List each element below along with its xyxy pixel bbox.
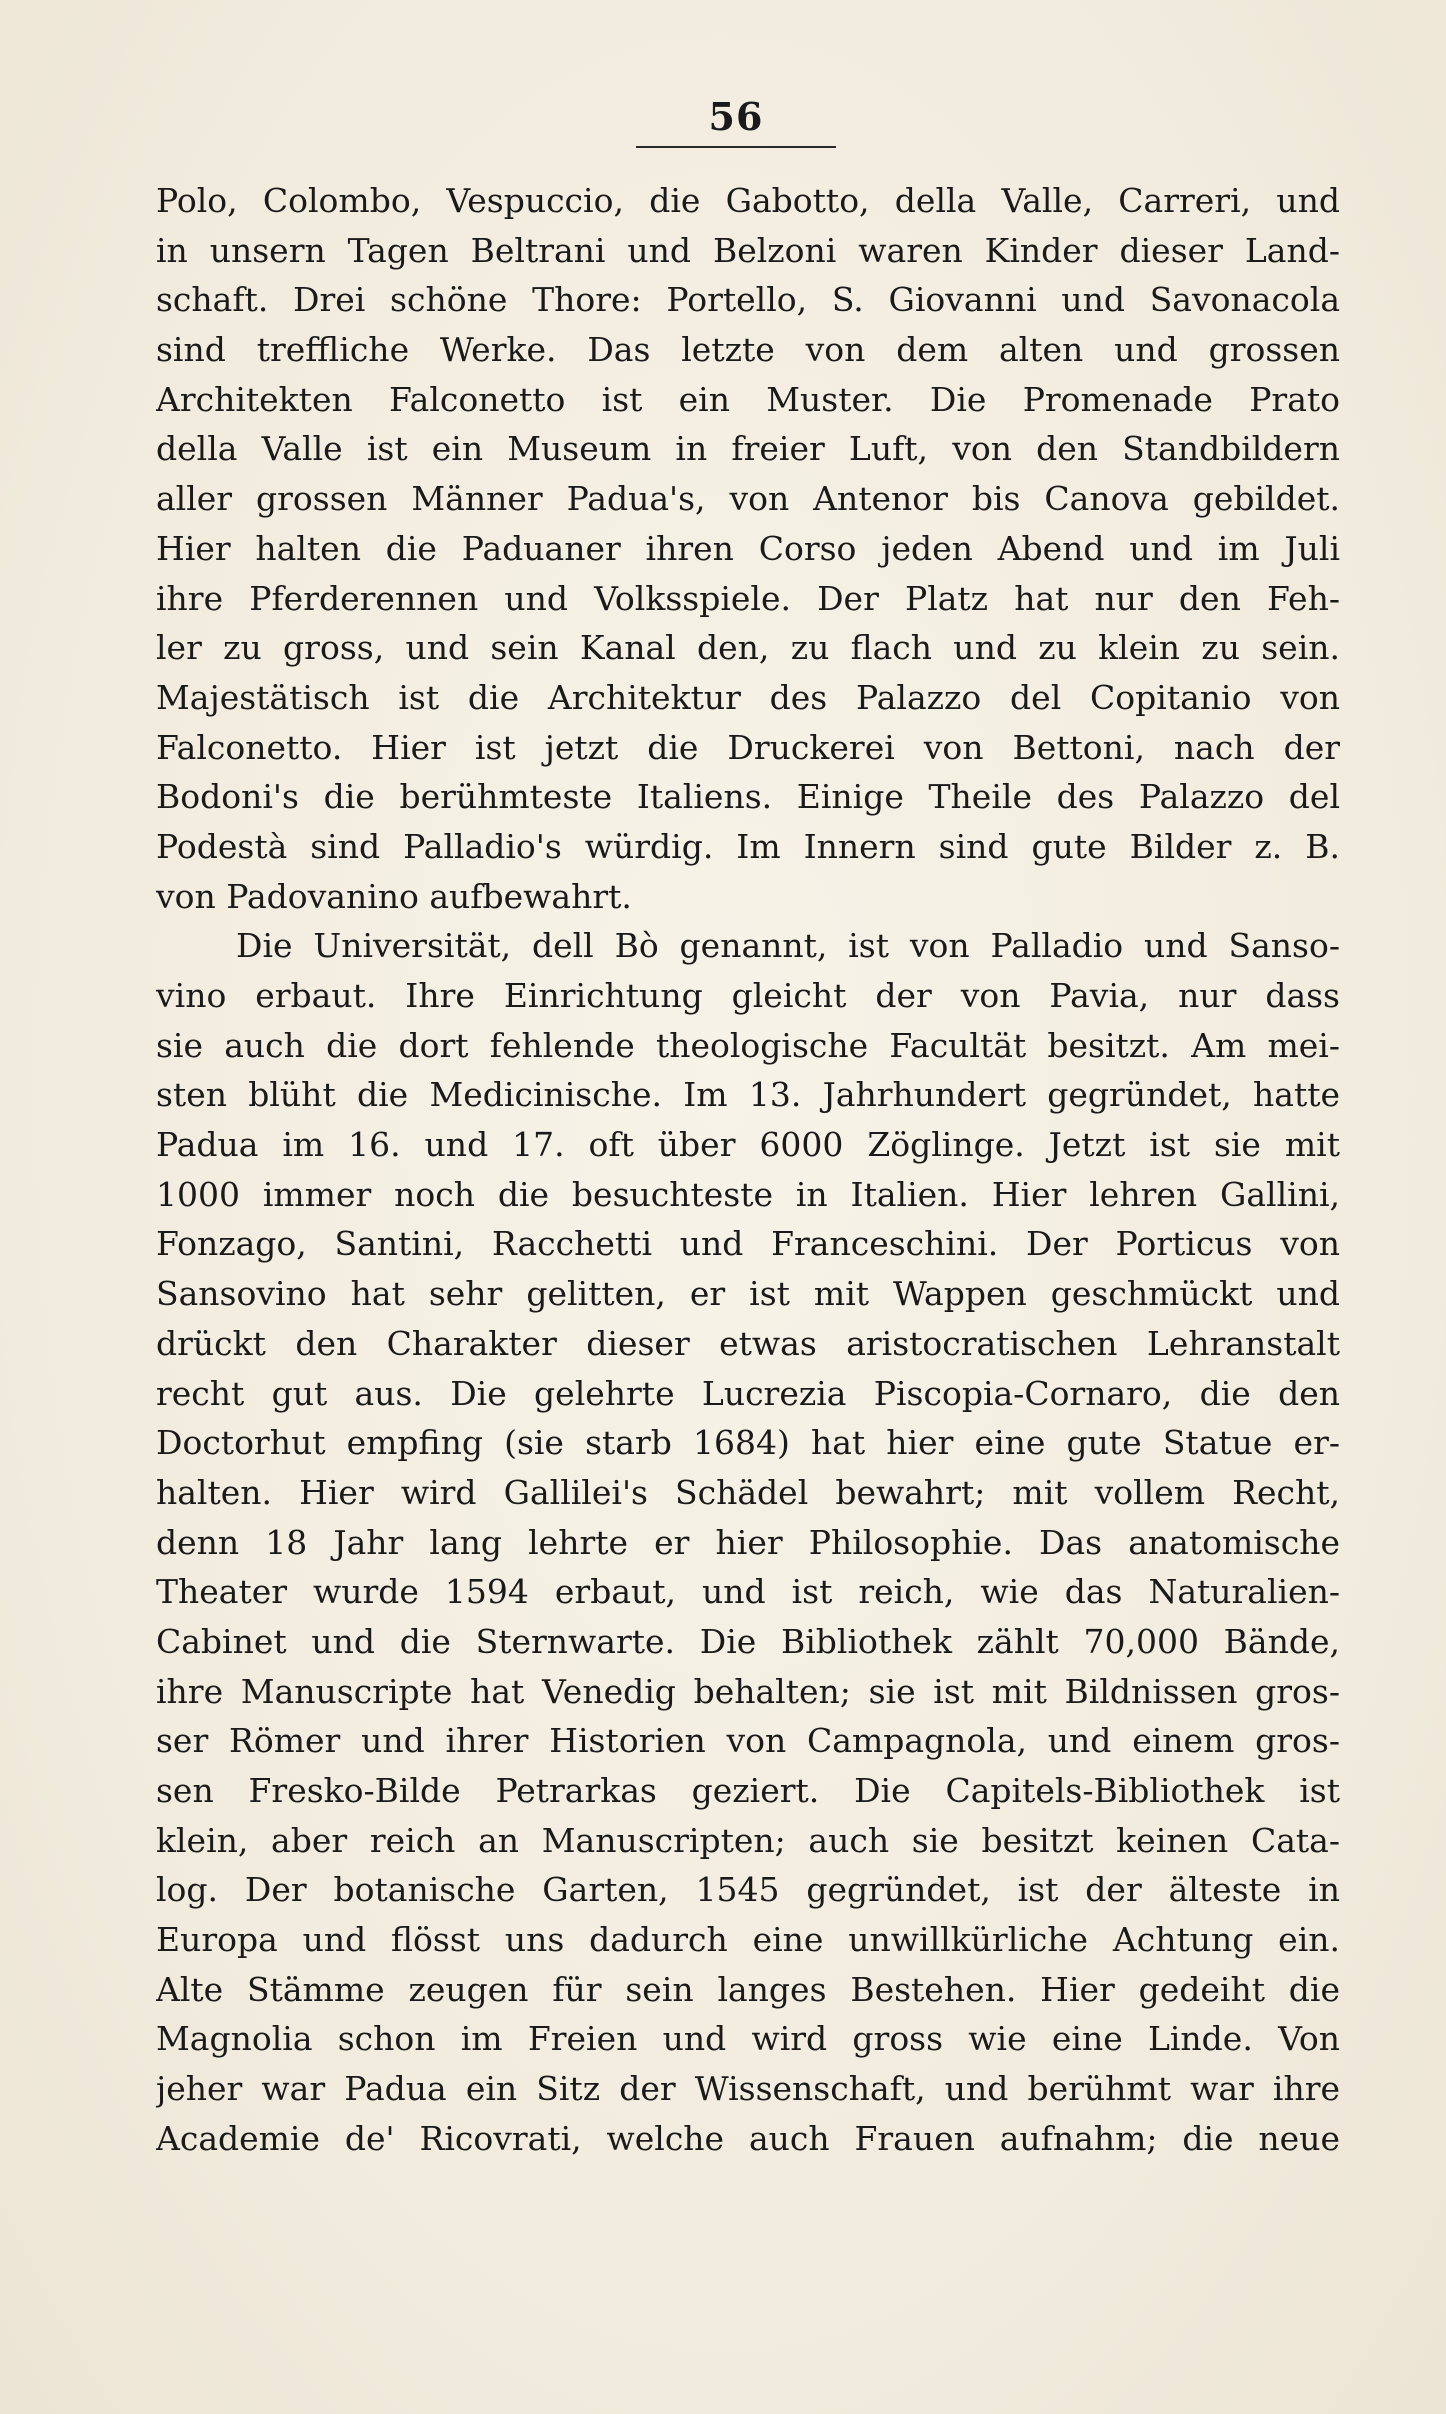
text-line: Bodoni's die berühmteste Italiens. Einige Theile des Palazzo del: [156, 777, 1340, 817]
text-line: Die Universität, dell Bò genannt, ist von Palladio und Sanso-: [236, 926, 1340, 966]
text-line: ihre Manuscripte hat Venedig behalten; sie ist mit Bildnissen gros-: [156, 1671, 1340, 1711]
header-rule: [636, 146, 836, 148]
text-line: drückt den Charakter dieser etwas aristocratischen Lehranstalt: [156, 1323, 1340, 1363]
text-line: Fonzago, Santini, Racchetti und Franceschini. Der Porticus von: [156, 1224, 1340, 1264]
text-line: vino erbaut. Ihre Einrichtung gleicht der von Pavia, nur dass: [156, 976, 1340, 1015]
text-line: aller grossen Männer Padua's, von Antenor bis Canova gebildet.: [156, 479, 1340, 519]
text-line: denn 18 Jahr lang lehrte er hier Philosophie. Das anatomische: [156, 1522, 1340, 1562]
text-line: in unsern Tagen Beltrani und Belzoni waren Kinder dieser Land-: [156, 230, 1340, 270]
text-line: sie auch die dort fehlende theologische Facultät besitzt. Am mei-: [156, 1025, 1340, 1065]
body-text: [156, 176, 1340, 2164]
text-line: Theater wurde 1594 erbaut, und ist reich, wie das Naturalien-: [156, 1572, 1340, 1612]
text-line: Polo, Colombo, Vespuccio, die Gabotto, della Valle, Carreri, und: [156, 181, 1340, 220]
text-line: Academie de' Ricovrati, welche auch Frauen aufnahm; die neue: [156, 2118, 1340, 2158]
page-number: 56: [708, 94, 764, 139]
text-line: Alte Stämme zeugen für sein langes Bestehen. Hier gedeiht die: [156, 1969, 1340, 2009]
text-line: recht gut aus. Die gelehrte Lucrezia Piscopia-Cornaro, die den: [156, 1373, 1340, 1413]
text-line: Europa und flösst uns dadurch eine unwillkürliche Achtung ein.: [156, 1920, 1340, 1960]
text-line: Magnolia schon im Freien und wird gross wie eine Linde. Von: [156, 2019, 1340, 2059]
text-line: Falconetto. Hier ist jetzt die Druckerei von Bettoni, nach der: [156, 727, 1340, 767]
text-line: sind treffliche Werke. Das letzte von dem alten und grossen: [156, 330, 1340, 370]
text-line: Podestà sind Palladio's würdig. Im Innern sind gute Bilder z. B.: [156, 826, 1340, 866]
text-line: Majestätisch ist die Architektur des Palazzo del Copitanio von: [156, 677, 1340, 717]
text-line: Architekten Falconetto ist ein Muster. Die Promenade Prato: [156, 379, 1340, 419]
text-line: jeher war Padua ein Sitz der Wissenschaft, und berühmt war ihre: [156, 2069, 1340, 2109]
text-line: sen Fresko-Bilde Petrarkas geziert. Die Capitels-Bibliothek ist: [156, 1771, 1340, 1810]
text-line: Padua im 16. und 17. oft über 6000 Zöglinge. Jetzt ist sie mit: [156, 1125, 1340, 1165]
text-line: della Valle ist ein Museum in freier Luft, von den Standbildern: [156, 429, 1340, 469]
text-line: ser Römer und ihrer Historien von Campagnola, und einem gros-: [156, 1721, 1340, 1761]
text-line: log. Der botanische Garten, 1545 gegründet, ist der älteste in: [156, 1870, 1340, 1910]
text-line: Sansovino hat sehr gelitten, er ist mit Wappen geschmückt und: [156, 1274, 1340, 1314]
text-line: schaft. Drei schöne Thore: Portello, S. Giovanni und Savonacola: [156, 280, 1340, 320]
text-line: klein, aber reich an Manuscripten; auch sie besitzt keinen Cata-: [156, 1820, 1340, 1860]
text-line: ihre Pferderennen und Volksspiele. Der Platz hat nur den Feh-: [156, 578, 1340, 618]
text-line: sten blüht die Medicinische. Im 13. Jahrhundert gegründet, hatte: [156, 1075, 1340, 1115]
text-line: von Padovanino aufbewahrt.: [156, 876, 632, 916]
text-line: Doctorhut empfing (sie starb 1684) hat hier eine gute Statue er-: [156, 1423, 1340, 1463]
text-line: ler zu gross, und sein Kanal den, zu flach und zu klein zu sein.: [156, 628, 1340, 668]
text-line: Hier halten die Paduaner ihren Corso jeden Abend und im Juli: [156, 528, 1340, 568]
text-line: Cabinet und die Sternwarte. Die Bibliothek zählt 70,000 Bände,: [156, 1621, 1340, 1661]
text-line: 1000 immer noch die besuchteste in Italien. Hier lehren Gallini,: [156, 1174, 1340, 1214]
text-line: halten. Hier wird Gallilei's Schädel bewahrt; mit vollem Recht,: [156, 1472, 1340, 1512]
page-header: [636, 94, 836, 154]
